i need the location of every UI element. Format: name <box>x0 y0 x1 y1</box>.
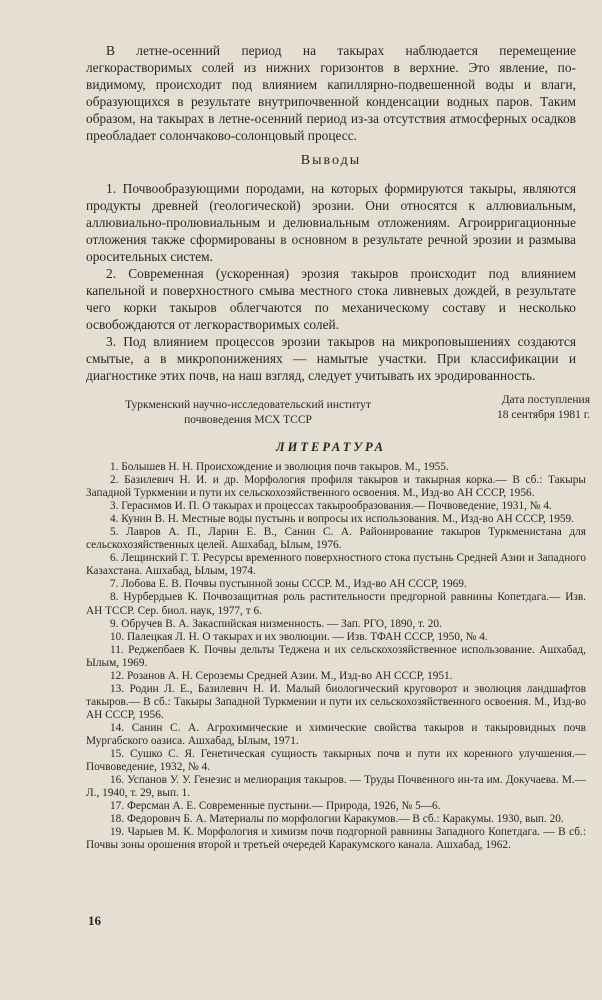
reference-item: 13. Родин Л. Е., Базилевич Н. И. Малый биологический круговорот и эволюция ландшафтов такыров.— В сб.: Такыры Западной Туркмении и пути их сельскохозяйственного освоения. М., Изд-во АН СССР, 1956. <box>86 682 586 721</box>
intro-text: В летне-осенний период на такырах наблюдается перемещение легкорастворимых солей из нижних горизонтов в верхние. Это явление, по-видимому, происходит под влиянием капиллярно-подвешенной воды и влаги, образующихся в результате внутрипочвенной конденсации водных паров. Таким образом, на такырах в летне-осенний период из-за отсутствия атмосферных осадков преобладает солончаково-солонцовый процесс. <box>86 43 576 143</box>
reference-item: 17. Ферсман А. Е. Современные пустыни.— Природа, 1926, № 5—6. <box>110 800 441 813</box>
intro-paragraph <box>86 42 576 144</box>
reference-item: 2. Базилевич Н. И. и др. Морфология профиля такыров и такырная корка.— В сб.: Такыры Западной Туркмении и пути их сельскохозяйственного освоения. М., Изд-во АН СССР, 1956. <box>86 474 586 500</box>
reference-list <box>86 461 586 852</box>
reference-item: 9. Обручев В. А. Закаспийская низменность. — Зап. РГО, 1890, т. 20. <box>110 617 442 630</box>
conclusions-list <box>86 180 576 384</box>
conclusion-item: 1. Почвообразующими породами, на которых формируются такыры, являются продукты древней (геологической) эрозии. Они относятся к аллювиальным, аллювиально-пролювиальным и делювиальным отложениям. Агроирригационные отложения также сформированы в основном в результате речной эрозии и размыва оросительных систем. <box>86 181 576 264</box>
conclusion-item: 3. Под влиянием процессов эрозии такыров на микроповышениях создаются смытые, а в микропонижениях — намытые участки. При классификации и диагностике этих почв, на наш взгляд, следует учитывать их эродированность. <box>86 334 576 383</box>
reference-item: 10. Палецкая Л. Н. О такырах и их эволюции. — Изв. ТФАН СССР, 1950, № 4. <box>110 630 488 643</box>
reference-item: 7. Лобова Е. В. Почвы пустынной зоны СССР. М., Изд-во АН СССР, 1969. <box>110 578 467 591</box>
reference-item: 16. Успанов У. У. Генезис и мелиорация такыров. — Труды Почвенного ин-та им. Докучаева. М.—Л., 1940, т. 29, вып. 1. <box>86 774 586 800</box>
reference-item: 18. Федорович Б. А. Материалы по морфологии Каракумов.— В сб.: Каракумы. 1930, вып. 20. <box>110 813 564 826</box>
conclusion-item: 2. Современная (ускоренная) эрозия такыров происходит под влиянием капельной и поверхностного смыва местного стока ливневых дождей, в результате чего корки такыров облегчаются по механическому составу и несколько освобождаются от легкорастворимых солей. <box>86 266 576 332</box>
institute-line: почвоведения МСХ ТССР <box>184 414 312 426</box>
received-label: Дата поступления <box>501 394 590 406</box>
reference-item: 3. Герасимов И. П. О такырах и процессах такырообразования.— Почвоведение, 1931, № 4. <box>110 500 552 513</box>
reference-item: 5. Лавров А. П., Ларин Е. В., Санин С. А. Районирование такыров Туркменистана для сельскохозяйственных целей. Ашхабад, Ылым, 1976. <box>86 526 586 552</box>
reference-item: 4. Кунин В. Н. Местные воды пустынь и вопросы их использования. М., Изд-во АН СССР, 1959. <box>110 513 574 526</box>
reference-item: 6. Лещинский Г. Т. Ресурсы временного поверхностного стока пустынь Средней Азии и Западного Казахстана. Ашхабад, Ылым, 1974. <box>86 552 586 578</box>
reference-item: 8. Нурбердыев К. Почвозащитная роль растительности предгорной равнины Копетдага.— Изв. АН ТССР. Сер. биол. наук, 1977, т 6. <box>86 591 586 617</box>
institute-affiliation <box>88 398 408 428</box>
reference-item: 11. Реджепбаев К. Почвы дельты Теджена и их сельскохозяйственное использование. Ашхабад, Ылым, 1969. <box>86 643 586 669</box>
reference-item: 14. Санин С. А. Агрохимические и химические свойства такыров и такыровидных почв Мургабского оазиса. Ашхабад, Ылым, 1971. <box>86 721 586 747</box>
reference-item: 15. Сушко С. Я. Генетическая сущность такырных почв и пути их коренного улучшения.— Почвоведение, 1932, № 4. <box>86 748 586 774</box>
received-date <box>460 393 590 423</box>
reference-item: 19. Чарыев М. К. Морфология и химизм почв подгорной равнины Западного Копетдага. — В сб.: Почвы зоны орошения второй и третьей очередей Каракумского канала. Ашхабад, 1962. <box>86 826 586 852</box>
reference-item: 12. Розанов А. Н. Сероземы Средней Азии. М., Изд-во АН СССР, 1951. <box>110 669 453 682</box>
institute-line: Туркменский научно-исследовательский институт <box>125 399 371 411</box>
conclusions-heading: Выводы <box>300 153 362 168</box>
literature-heading: ЛИТЕРАТУРА <box>276 440 386 454</box>
received-value: 18 сентября 1981 г. <box>497 409 590 421</box>
page-number: 16 <box>88 913 101 928</box>
reference-item: 1. Болышев Н. Н. Происхождение и эволюция почв такыров. М., 1955. <box>110 461 449 473</box>
